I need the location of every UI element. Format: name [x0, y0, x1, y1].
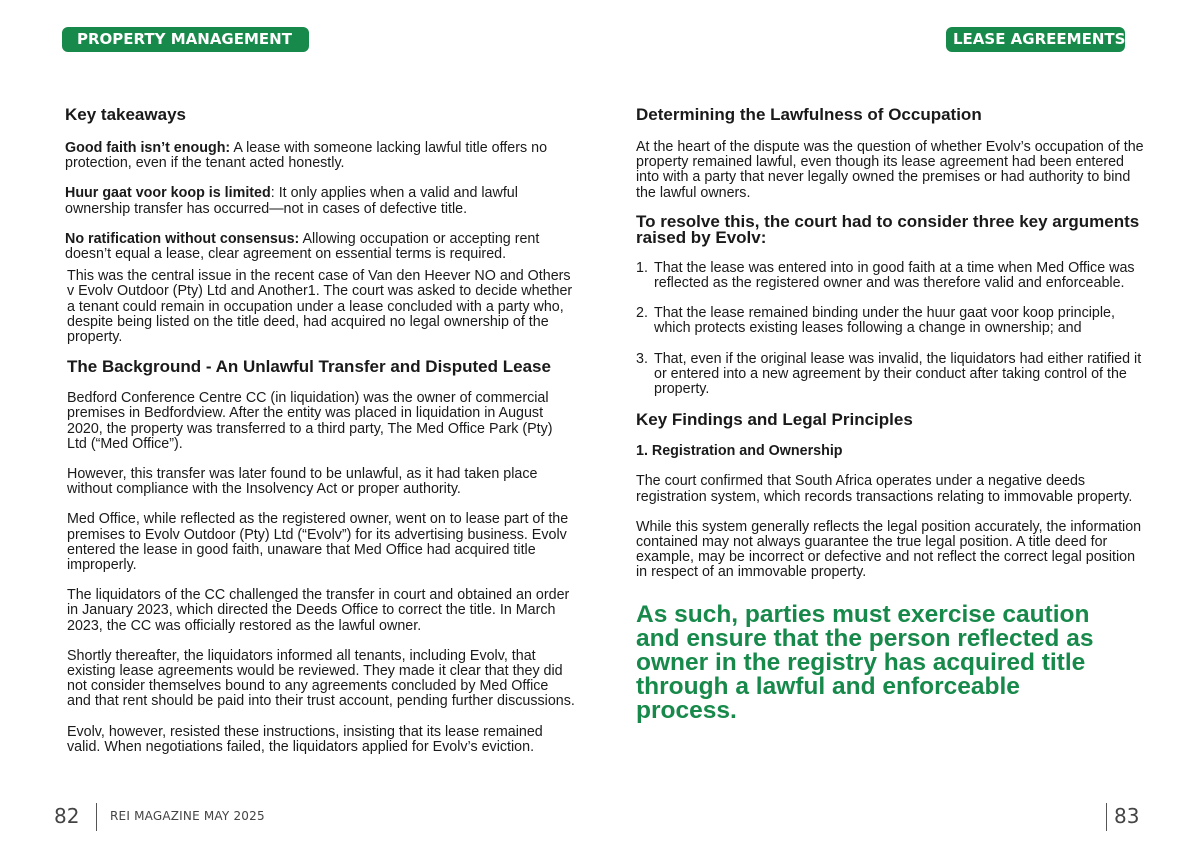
findings-heading: Key Findings and Legal Principles [636, 410, 913, 430]
body-paragraph: Evolv, however, resisted these instructions, insisting that its lease remained valid. When negotiations failed, the liquidators applied for Evolv’s eviction. [67, 723, 543, 755]
section-tag-lease-agreements: LEASE AGREEMENTS [946, 27, 1125, 52]
registration-subheading: 1. Registration and Ownership [636, 443, 843, 460]
takeaway-item: No ratification without consensus: Allowing occupation or accepting rent doesn’t equal a lease, clear agreement on essential terms is required. [65, 230, 540, 263]
pull-quote: As such, parties must exercise caution and ensure that the person reflected as owner in the registry has acquired title through a lawful and enforceable process. [636, 600, 1094, 725]
magazine-issue: REI MAGAZINE MAY 2025 [110, 809, 265, 823]
body-paragraph: The court confirmed that South Africa operates under a negative deeds registration system, which records transactions relating to immovable property. [636, 473, 1133, 505]
list-item: 2. That the lease remained binding under the huur gaat voor koop principle, which protects existing leases following a change in ownership; and [636, 305, 1115, 337]
takeaways-heading: Key takeaways [65, 105, 186, 124]
body-paragraph: Bedford Conference Centre CC (in liquidation) was the owner of commercial premises in Bedfordview. After the entity was placed in liquidation in August 2020, the property was transferred to a third party, The Med Office Park (Pty) Ltd (“Med Office”). [67, 390, 553, 452]
takeaway-item: Good faith isn’t enough: A lease with someone lacking lawful title offers no protection, even if the tenant acted honestly. [65, 140, 548, 172]
left-column [65, 106, 575, 755]
takeaway-item: Huur gaat voor koop is limited: It only applies when a valid and lawful ownership transfer has occurred—not in cases of defective title. [65, 185, 518, 217]
body-paragraph: Med Office, while reflected as the registered owner, went on to lease part of the premises to Evolv Outdoor (Pty) Ltd (“Evolv”) for its advertising business. Evolv entered the lease in good faith, unaware that Med Office had acquired title improperly. [67, 511, 569, 574]
body-paragraph: The liquidators of the CC challenged the transfer in court and obtained an order in January 2023, which directed the Deeds Office to correct the title. In March 2023, the CC was officially restored as the lawful owner. [67, 587, 570, 634]
footer-divider-right [1106, 803, 1107, 831]
section-tag-property-management: PROPERTY MANAGEMENT [62, 27, 309, 52]
body-paragraph: While this system generally reflects the legal position accurately, the information contained may not always guarantee the true legal position. A title deed for example, may be incorrect or defective and not reflect the correct legal position in respect of an immovable property. [636, 518, 1142, 581]
right-column [636, 106, 1146, 724]
list-item: 3. That, even if the original lease was invalid, the liquidators had either ratified it or entered into a new agreement by their conduct after taking control of the property. [636, 350, 1142, 398]
body-paragraph: At the heart of the dispute was the question of whether Evolv’s occupation of the property remained lawful, even though its lease agreement had been entered into with a party that never legally owned the premises or had authority to bind the lawful owners. [636, 139, 1144, 201]
body-paragraph: However, this transfer was later found to be unlawful, as it had taken place without compliance with the Insolvency Act or proper authority. [67, 466, 538, 498]
intro-paragraph: This was the central issue in the recent case of Van den Heever NO and Others v Evolv Outdoor (Pty) Ltd and Another1. The court was asked to decide whether a tenant could remain in occupation under a lease concluded with a party who, despite being listed on the title deed, had acquired no legal ownership of the property. [67, 268, 573, 346]
body-paragraph: Shortly thereafter, the liquidators informed all tenants, including Evolv, that existing lease agreements would be reviewed. They made it clear that they did not consider themselves bound to any agreements concluded by Med Office and that rent should be paid into their trust account, pending further discussions. [67, 647, 575, 710]
page-number-right: 83 [1114, 804, 1140, 828]
arguments-heading: To resolve this, the court had to consider three key arguments raised by Evolv: [636, 211, 1140, 247]
footer-divider-left [96, 803, 97, 831]
lawfulness-heading: Determining the Lawfulness of Occupation [636, 105, 982, 124]
arguments-list [636, 261, 1146, 397]
list-item: 1. That the lease was entered into in good faith at a time when Med Office was reflected as the registered owner and was therefore valid and enforceable. [636, 259, 1135, 292]
page-number-left: 82 [54, 804, 80, 828]
background-heading: The Background - An Unlawful Transfer and Disputed Lease [67, 357, 551, 377]
